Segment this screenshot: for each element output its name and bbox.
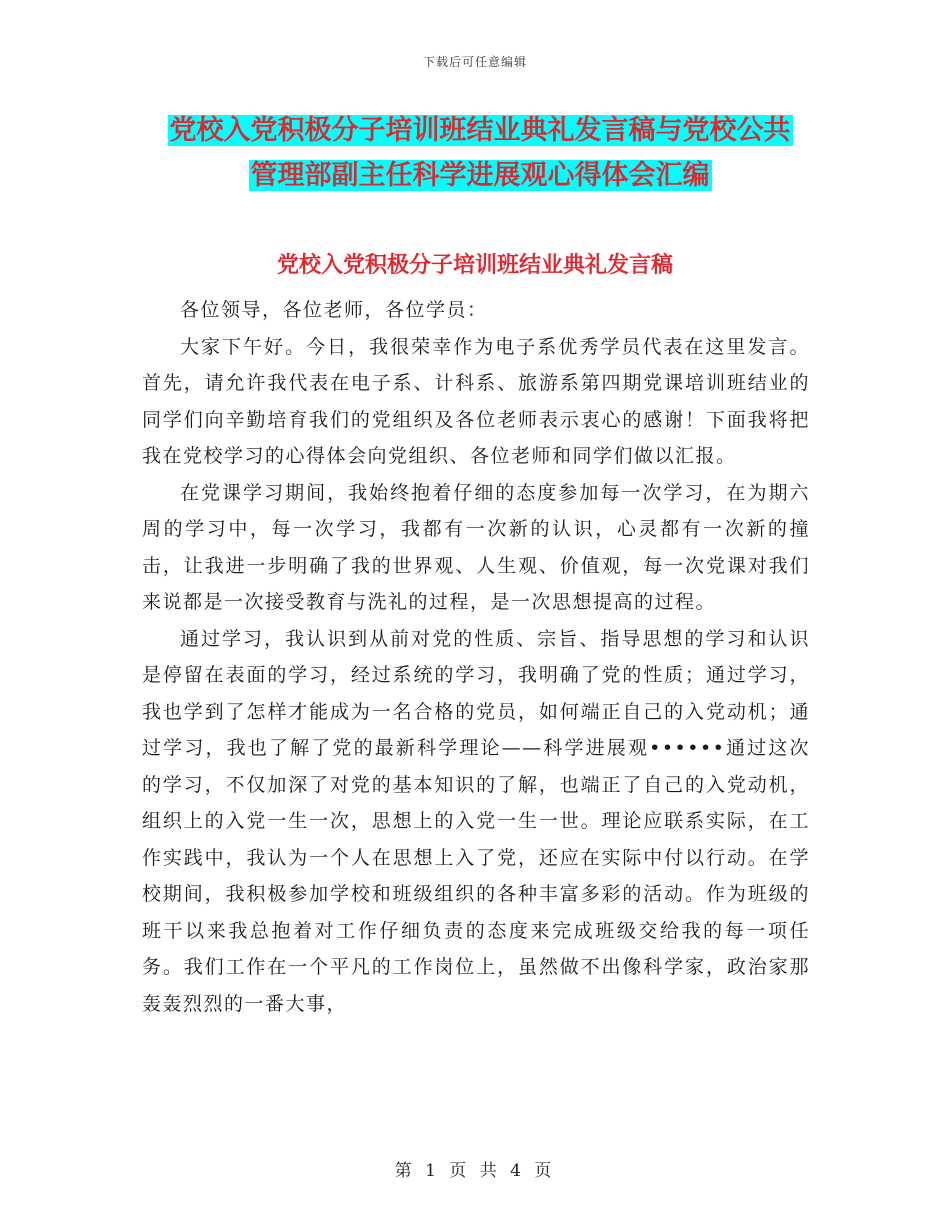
document-title-line-2: 管理部副主任科学进展观心得体会汇编 [250, 160, 710, 191]
document-title [140, 108, 820, 198]
paragraph-salutation: 各位领导，各位老师，各位学员： [180, 299, 488, 321]
section-title: 党校入党积极分子培训班结业典礼发言稿 [276, 252, 673, 278]
document-title-line-1: 党校入党积极分子培训班结业典礼发言稿与党校公共 [169, 115, 791, 146]
paragraph-greeting: 大家下午好。今日，我很荣幸作为电子系优秀学员代表在这里发言。首先，请允许我代表在电子系、计科系、旅游系第四期党课培训班结业的同学们向辛勤培育我们的党组织及各位老师表示衷心的感谢！下面我将把我在党校学习的心得体会向党组织、各位老师和同学们做以汇报。 [142, 335, 810, 467]
paragraph-study-period: 在党课学习期间，我始终抱着仔细的态度参加每一次学习，在为期六周的学习中，每一次学习，我都有一次新的认识，心灵都有一次新的撞击，让我进一步明确了我的世界观、人生观、价值观，每一次党课对我们来说都是一次接受教育与洗礼的过程，是一次思想提高的过程。 [142, 481, 810, 613]
paragraph-learning: 通过学习，我认识到从前对党的性质、宗旨、指导思想的学习和认识是停留在表面的学习，经过系统的学习，我明确了党的性质；通过学习，我也学到了怎样才能成为一名合格的党员，如何端正自己的入党动机；通过学习，我也了解了党的最新科学理论——科学进展观••••••通过这次的学习，不仅加深了对党的基本知识的了解，也端正了自己的入党动机，组织上的入党一生一次，思想上的入党一生一世。理论应联系实际，在工作实践中，我认为一个人在思想上入了党，还应在实际中付以行动。在学校期间，我积极参加学校和班级组织的各种丰富多彩的活动。作为班级的班干以来我总抱着对工作仔细负责的态度来完成班级交给我的每一项任务。我们工作在一个平凡的工作岗位上，虽然做不出像科学家，政治家那轰轰烈烈的一番大事， [142, 627, 810, 1015]
document-body [142, 292, 810, 1022]
page-number-footer: 第 1 页 共 4 页 [394, 1161, 556, 1181]
header-note: 下载后可任意编辑 [422, 55, 527, 69]
